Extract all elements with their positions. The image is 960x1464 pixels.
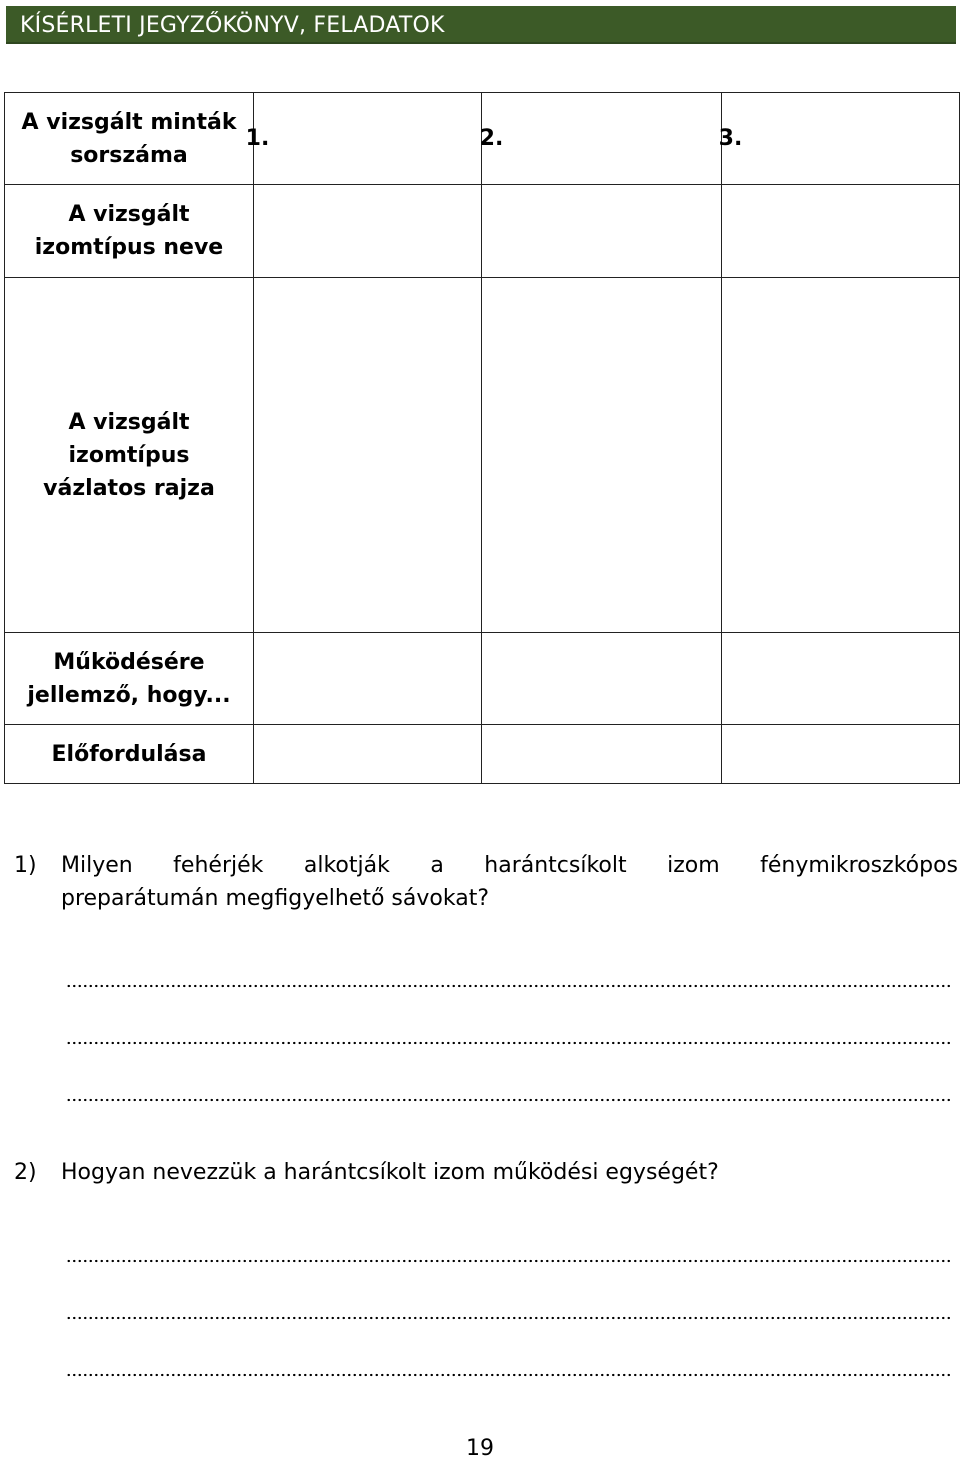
question-text-line-2: preparátumán megfigyelhető sávokat?: [61, 886, 489, 911]
answer-line[interactable]: [66, 1098, 950, 1102]
answer-line[interactable]: [66, 984, 950, 988]
answer-cell[interactable]: [482, 185, 722, 278]
table-row: [5, 725, 960, 784]
experiment-record-table: [4, 92, 960, 784]
answer-cell[interactable]: [722, 725, 960, 784]
column-number-3: 3.: [718, 126, 743, 151]
sketch-cell[interactable]: [482, 278, 722, 633]
answer-cell[interactable]: [254, 725, 482, 784]
table-row: [5, 633, 960, 725]
column-header-2: [479, 93, 722, 185]
column-number-1: 1.: [245, 126, 270, 151]
question-2: [14, 1156, 958, 1189]
answer-cell[interactable]: [254, 185, 482, 278]
answer-line[interactable]: [66, 1373, 950, 1377]
answer-line[interactable]: [66, 1041, 950, 1045]
page-number: 19: [466, 1436, 494, 1461]
answer-cell[interactable]: [482, 725, 722, 784]
column-header-1: [245, 93, 482, 185]
answer-cell[interactable]: [482, 633, 722, 725]
answer-cell[interactable]: [722, 185, 960, 278]
question-text: Hogyan nevezzük a harántcsíkolt izom működési egységét?: [61, 1160, 719, 1185]
section-header: [6, 6, 956, 44]
question-number: 2): [14, 1160, 37, 1185]
column-header-3: [718, 93, 960, 185]
table-row: [5, 278, 960, 633]
row-label-occurrence: Előfordulása: [5, 725, 254, 784]
answer-line[interactable]: [66, 1259, 950, 1263]
sketch-cell[interactable]: [722, 278, 960, 633]
row-label-function: Működésére jellemző, hogy...: [5, 633, 254, 725]
table-row: [5, 93, 960, 185]
answer-cell[interactable]: [722, 633, 960, 725]
answer-line[interactable]: [66, 1316, 950, 1320]
question-1: [14, 849, 958, 915]
row-label-muscle-type-name: A vizsgált izomtípus neve: [5, 185, 254, 278]
question-text-line-1: Milyen fehérjék alkotják a harántcsíkolt izom fénymikroszkópos: [61, 853, 958, 878]
header-underline: [6, 42, 956, 44]
column-number-2: 2.: [479, 126, 504, 151]
question-text: [61, 849, 958, 915]
sketch-cell[interactable]: [254, 278, 482, 633]
section-title: KÍSÉRLETI JEGYZŐKÖNYV, FELADATOK: [20, 13, 445, 38]
row-label-sample-number: A vizsgált minták sorszáma: [5, 93, 254, 185]
table-row: [5, 185, 960, 278]
answer-cell[interactable]: [254, 633, 482, 725]
row-label-sketch: A vizsgált izomtípus vázlatos rajza: [5, 278, 254, 633]
question-number: 1): [14, 853, 37, 878]
